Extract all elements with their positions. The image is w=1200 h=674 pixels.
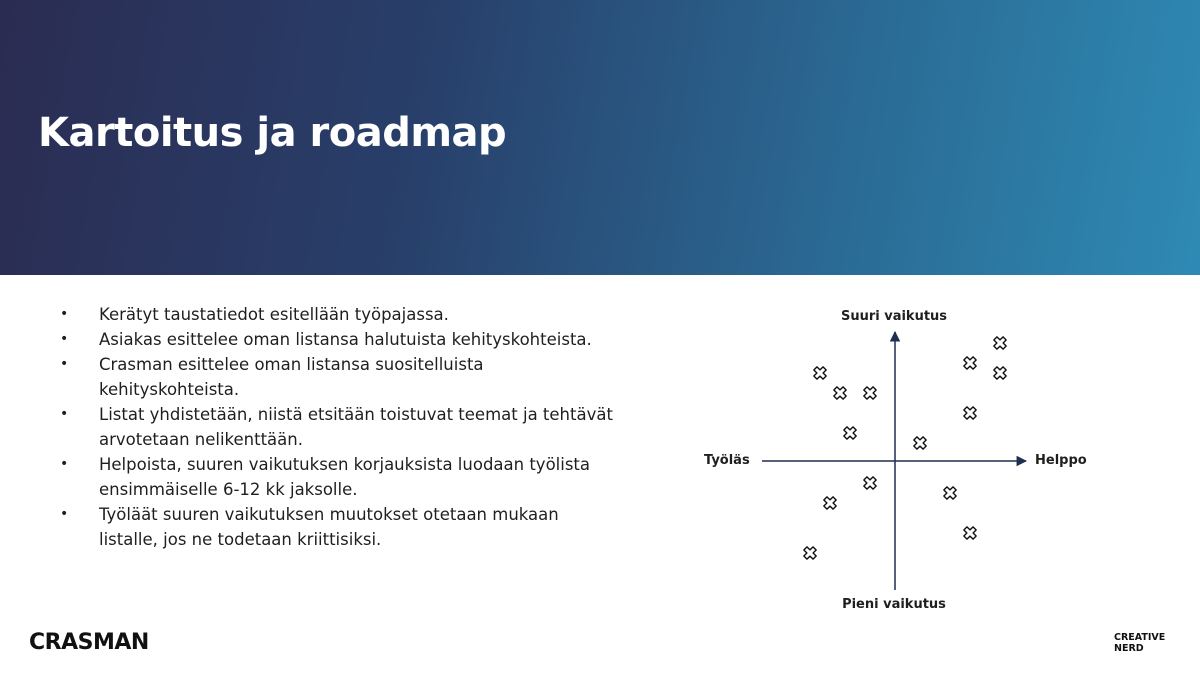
creative-nerd-logo: [1114, 633, 1165, 654]
bullet-item: [60, 352, 620, 402]
x-marker-icon: [811, 364, 829, 382]
x-marker-icon: [861, 474, 879, 492]
x-marker-icon: [801, 544, 819, 562]
x-marker-icon: [991, 334, 1009, 352]
bullet-dot: •: [60, 456, 69, 472]
bullet-dot: •: [60, 406, 69, 422]
x-marker-icon: [941, 484, 959, 502]
axis-label-easy: Helppo: [1035, 453, 1087, 468]
bullet-text: Listat yhdistetään, niistä etsitään toistuvat teemat ja tehtävät arvotetaan nelikenttään.: [99, 405, 613, 449]
bullet-text: Kerätyt taustatiedot esitellään työpajassa.: [99, 305, 449, 324]
bullet-text: Työläät suuren vaikutuksen muutokset otetaan mukaan listalle, jos ne todetaan kriittisiksi.: [99, 505, 559, 549]
x-marker-icon: [961, 524, 979, 542]
bullet-item: [60, 302, 620, 327]
axis-label-high-impact: Suuri vaikutus: [840, 309, 948, 324]
impact-effort-matrix: [690, 300, 1110, 620]
x-marker-icon: [821, 494, 839, 512]
title-banner: [0, 0, 1200, 275]
axis-label-laborious: Työläs: [704, 453, 750, 468]
bullet-item: [60, 327, 620, 352]
x-marker-icon: [831, 384, 849, 402]
x-marker-icon: [861, 384, 879, 402]
bullet-list: [60, 302, 620, 552]
bullet-dot: •: [60, 356, 69, 372]
bullet-text: Asiakas esittelee oman listansa halutuista kehityskohteista.: [99, 330, 592, 349]
crasman-logo: CRASMAN: [29, 630, 149, 655]
x-marker-icon: [961, 404, 979, 422]
x-marker-icon: [991, 364, 1009, 382]
x-marker-icon: [841, 424, 859, 442]
x-marker-icon: [911, 434, 929, 452]
matrix-plot: [690, 300, 1110, 620]
bullet-text: Crasman esittelee oman listansa suositelluista kehityskohteista.: [99, 355, 484, 399]
bullet-dot: •: [60, 331, 69, 347]
bullet-item: [60, 502, 620, 552]
page-title: Kartoitus ja roadmap: [38, 110, 507, 156]
axis-label-low-impact: Pieni vaikutus: [842, 597, 946, 612]
creative-nerd-logo-line2: NERD: [1114, 642, 1144, 654]
bullet-dot: •: [60, 306, 69, 322]
bullet-dot: •: [60, 506, 69, 522]
bullet-item: [60, 402, 620, 452]
x-marker-icon: [961, 354, 979, 372]
creative-nerd-logo-line1: CREATIVE: [1114, 632, 1166, 643]
bullet-item: [60, 452, 620, 502]
bullet-text: Helpoista, suuren vaikutuksen korjauksista luodaan työlista ensimmäiselle 6-12 kk jaksolle.: [99, 455, 591, 499]
